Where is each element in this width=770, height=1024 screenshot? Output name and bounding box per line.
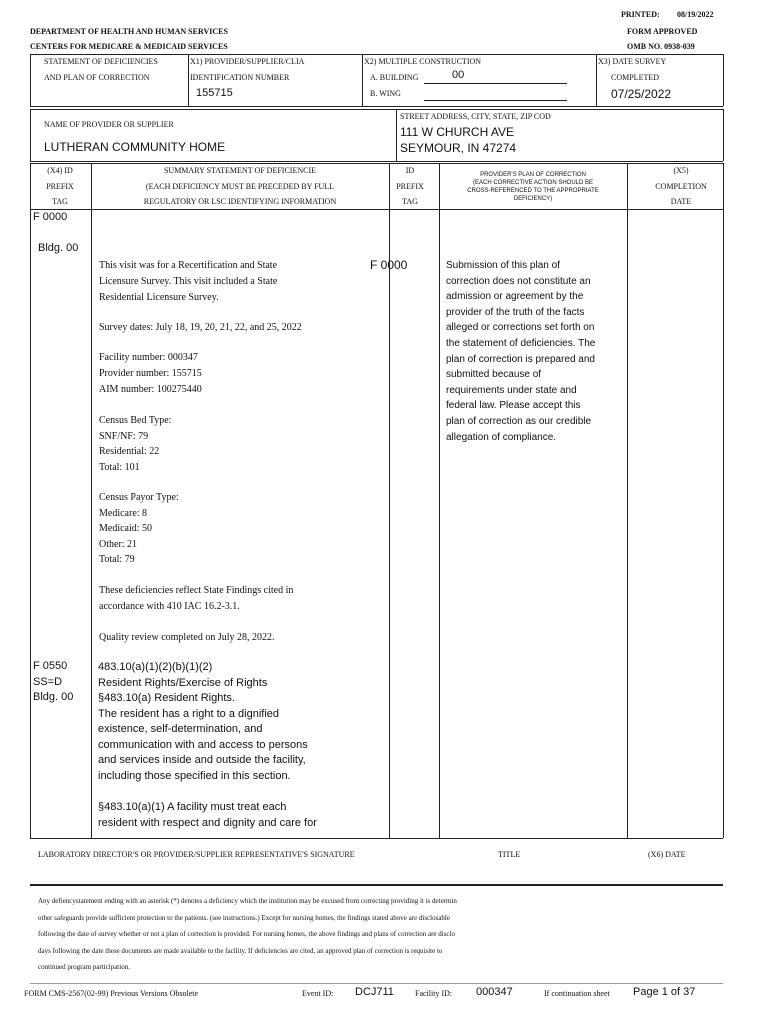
omb-number: OMB NO. 0938-039 <box>627 42 695 51</box>
rule <box>30 161 723 162</box>
wing-label: B. WING <box>370 89 401 98</box>
printed-date: 08/19/2022 <box>677 10 714 19</box>
event-id-label: Event ID: <box>302 989 334 998</box>
rule <box>30 109 31 161</box>
state-findings: These deficiencies reflect State Findings cited in accordance with 410 IAC 16.2-3.1. <box>99 585 294 612</box>
provider-name-label: NAME OF PROVIDER OR SUPPLIER <box>44 120 174 129</box>
rule <box>30 54 31 106</box>
signature-label: LABORATORY DIRECTOR'S OR PROVIDER/SUPPLIER REPRESENTATIVE'S SIGNATURE <box>38 850 355 859</box>
census-bed-type: Census Bed Type: SNF/NF: 79 Residential: 22 Total: 101 <box>99 415 172 473</box>
address-label: STREET ADDRESS, CITY, STATE, ZIP COD <box>400 112 551 121</box>
rule <box>30 838 723 839</box>
f0550-text-2: §483.10(a)(1) A facility must treat each resident with respect and dignity and care for <box>98 801 317 829</box>
title-label: TITLE <box>498 850 521 859</box>
rule <box>30 983 723 984</box>
x6-date-label: (X6) DATE <box>648 850 686 859</box>
x4-tag-label: TAG <box>52 197 68 206</box>
address-line-1: 111 W CHURCH AVE <box>400 125 515 139</box>
form-id: FORM CMS-2567(02-99) Previous Versions Obsolete <box>24 989 199 998</box>
centers-title: CENTERS FOR MEDICARE & MEDICAID SERVICES <box>30 42 228 51</box>
survey-dates: Survey dates: July 18, 19, 20, 21, 22, and 25, 2022 <box>99 322 302 333</box>
plan-tag-f0000: F 0000 <box>370 258 408 272</box>
date-survey-value: 07/25/2022 <box>611 87 672 101</box>
provider-id-label: X1) PROVIDER/SUPPLIER/CLIA <box>190 57 305 66</box>
rule <box>596 54 597 106</box>
plan-label-4: DEFICIENCY) <box>513 196 553 202</box>
rule <box>30 884 723 886</box>
rule <box>627 163 628 838</box>
wing-underline <box>424 100 567 101</box>
rule <box>723 54 724 106</box>
building-underline <box>424 83 567 84</box>
plan-label-2: (EACH CORRECTIVE ACTION SHOULD BE <box>472 180 594 186</box>
tag-f0550: F 0550 SS=D Bldg. 00 <box>33 660 74 703</box>
department-title: DEPARTMENT OF HEALTH AND HUMAN SERVICES <box>30 27 228 36</box>
continuation-label: If continuation sheet <box>544 989 610 998</box>
rule <box>362 54 363 106</box>
x4-prefix-label: PREFIX <box>46 182 74 191</box>
rule <box>439 163 440 838</box>
bldg-label: Bldg. 00 <box>38 242 79 254</box>
provider-id-label-2: IDENTIFICATION NUMBER <box>190 73 290 82</box>
id-label: ID <box>405 166 415 175</box>
address-line-2: SEYMOUR, IN 47274 <box>400 141 517 155</box>
statement-label: STATEMENT OF DEFICIENCIES <box>44 57 158 66</box>
completion-label: COMPLETION <box>655 182 707 191</box>
rule <box>30 163 723 164</box>
rule <box>723 163 724 838</box>
provider-id-value: 155715 <box>196 87 233 99</box>
x4-id-label: (X4) ID <box>47 166 73 175</box>
rule <box>396 109 397 161</box>
id-tag-label: TAG <box>402 197 418 206</box>
provider-name-value: LUTHERAN COMMUNITY HOME <box>44 140 226 154</box>
id-prefix-label: PREFIX <box>396 182 424 191</box>
tag-f0000: F 0000 <box>33 211 68 223</box>
facility-id-value: 000347 <box>476 986 513 998</box>
rule <box>188 54 189 106</box>
quality-review: Quality review completed on July 28, 2022. <box>99 632 275 643</box>
completed-label: COMPLETED <box>611 73 659 82</box>
building-value: 00 <box>452 69 465 81</box>
rule <box>30 163 31 838</box>
f0550-text: 483.10(a)(1)(2)(b)(1)(2) Resident Rights/Exercise of Rights §483.10(a) Resident Rights. The resident has a right to a dignified existence, self-determination, and communication with and access to persons and services inside and outside the facility, including those specified in this section. <box>98 661 308 782</box>
survey-paragraph: This visit was for a Recertification and State Licensure Survey. This visit included a State Residential Licensure Survey. <box>99 260 278 303</box>
rule <box>91 163 92 838</box>
rule <box>30 209 723 210</box>
rule <box>723 109 724 161</box>
event-id-value: DCJ711 <box>355 986 394 998</box>
multiple-construction-label: X2) MULTIPLE CONSTRUCTION <box>364 57 482 66</box>
printed-label: PRINTED: <box>621 10 660 19</box>
building-label: A. BUILDING <box>370 73 419 82</box>
form-approved: FORM APPROVED <box>627 27 698 36</box>
rule <box>30 54 723 55</box>
plan-label-3: CROSS-REFERENCED TO THE APPROPRIATE <box>467 188 599 194</box>
rule <box>30 109 723 110</box>
date-survey-label: X3) DATE SURVEY <box>598 57 667 66</box>
date-label: DATE <box>670 197 692 206</box>
statement-label-2: AND PLAN OF CORRECTION <box>44 73 150 82</box>
x5-label: (X5) <box>673 166 689 175</box>
census-payor-type: Census Payor Type: Medicare: 8 Medicaid: 50 Other: 21 Total: 79 <box>99 492 179 565</box>
plan-of-correction-text: Submission of this plan of correction does not constitute an admission or agreement by the provider of the truth of the facts alleged or corrections set forth on the statement of deficiencies. The plan of correction is prepared and submitted because of requirements under state and federal law. Please accept this plan of correction as our credible allegation of compliance. <box>446 260 596 443</box>
disclaimer-text: Any defiencystatement ending with an asterisk (*) denotes a deficiency which the institution may be excused from correcting providing it is determin other safeguards provide sufficient protection to the patients. (see instructions.) Except for nursing homes, the findings stated above are disclosable following the date of survey whether or not a plan of correction is provided. For nursing homes, the above findings and plans of correction are disclo days following the date these documents are made available to the facility. If deficiencies are cited, an approved plan of correction is requisite to continued program participation. <box>38 897 457 971</box>
summary-statement-label-2: (EACH DEFICIENCY MUST BE PRECEDED BY FULL <box>145 182 335 191</box>
facility-id-label: Facility ID: <box>415 989 453 998</box>
summary-statement-label-3: REGULATORY OR LSC IDENTIFYING INFORMATION <box>143 197 337 206</box>
summary-statement-label: SUMMARY STATEMENT OF DEFICIENCIE <box>163 166 317 175</box>
page-number: Page 1 of 37 <box>633 986 696 998</box>
facility-numbers: Facility number: 000347 Provider number: 155715 AIM number: 100275440 <box>99 352 202 395</box>
plan-label: PROVIDER'S PLAN OF CORRECTION <box>480 172 586 178</box>
rule <box>30 106 723 107</box>
